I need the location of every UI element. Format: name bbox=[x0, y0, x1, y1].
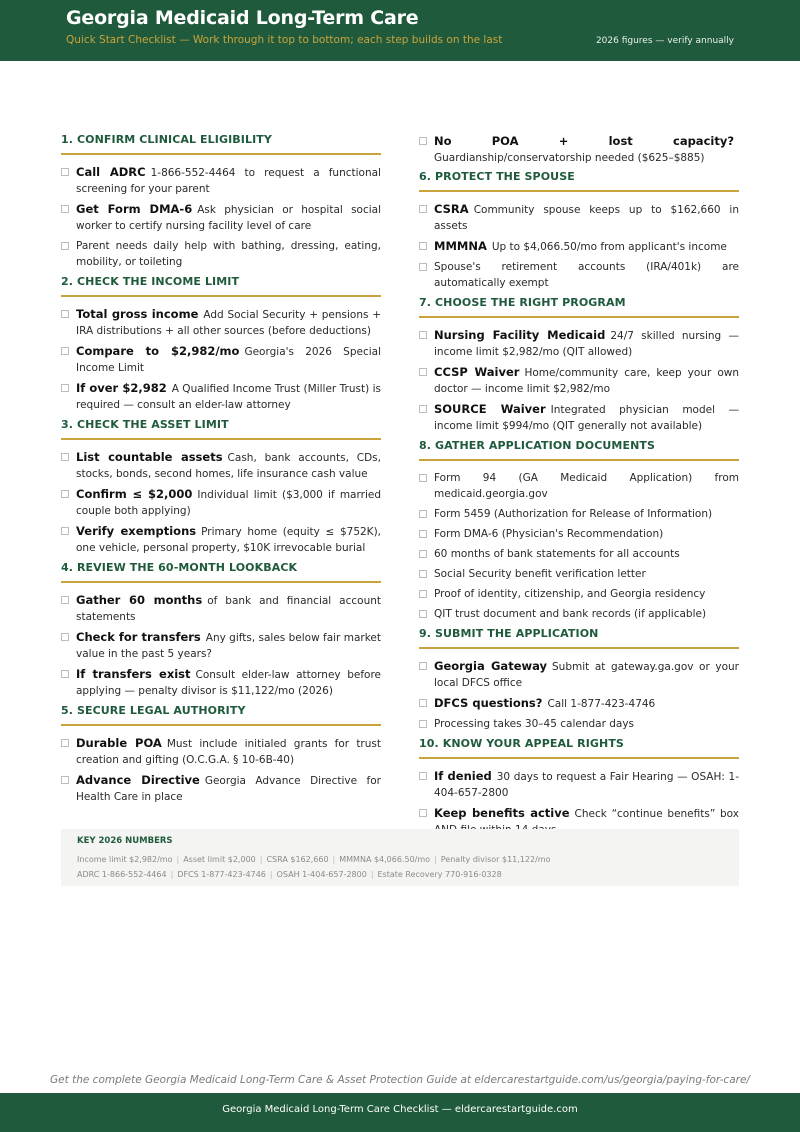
checkbox-icon[interactable] bbox=[419, 772, 427, 780]
item-heading: Get Form DMA-6 bbox=[76, 202, 193, 216]
checklist-section bbox=[419, 627, 739, 732]
left-column bbox=[61, 133, 381, 810]
checkbox-icon[interactable] bbox=[61, 347, 69, 355]
checklist-section bbox=[419, 439, 739, 622]
separator: | bbox=[170, 870, 174, 879]
item-text: 24/7 skilled nursing — income limit $2,982/mo (QIT allowed) bbox=[434, 330, 739, 358]
key-number: Asset limit $2,000 bbox=[183, 855, 256, 864]
checklist-item bbox=[61, 629, 381, 662]
section-title: 3. CHECK THE ASSET LIMIT bbox=[61, 418, 381, 440]
section-title: 7. CHOOSE THE RIGHT PROGRAM bbox=[419, 296, 739, 318]
key-numbers-line-1 bbox=[77, 852, 723, 867]
checkbox-icon[interactable] bbox=[419, 263, 427, 271]
item-heading: Total gross income bbox=[76, 307, 199, 321]
checklist-item bbox=[61, 201, 381, 234]
checkbox-icon[interactable] bbox=[419, 205, 427, 213]
page-subtitle: Quick Start Checklist — Work through it top to bottom; each step builds on the last bbox=[66, 34, 503, 46]
item-text: Social Security benefit verification letter bbox=[434, 568, 646, 580]
figures-year-tag: 2026 figures — verify annually bbox=[595, 36, 734, 46]
checklist-item bbox=[61, 343, 381, 376]
item-text: Check “continue benefits” box bbox=[574, 808, 739, 820]
item-heading: Verify exemptions bbox=[76, 524, 197, 538]
item-text: Form 5459 (Authorization for Release of Information) bbox=[434, 508, 713, 520]
separator: | bbox=[332, 855, 336, 864]
key-numbers-line-2 bbox=[77, 867, 723, 882]
section-title: 1. CONFIRM CLINICAL ELIGIBILITY bbox=[61, 133, 381, 155]
checkbox-icon[interactable] bbox=[419, 137, 427, 145]
section-title: 4. REVIEW THE 60-MONTH LOOKBACK bbox=[61, 561, 381, 583]
checklist-section bbox=[61, 133, 381, 270]
checklist-item bbox=[419, 546, 739, 562]
checklist-item bbox=[61, 164, 381, 197]
checkbox-icon[interactable] bbox=[61, 527, 69, 535]
item-text: 30 days to request a Fair Hearing — OSAH: 1-404-657-2800 bbox=[434, 771, 739, 799]
key-numbers-title: KEY 2026 NUMBERS bbox=[77, 836, 173, 846]
page-title: Georgia Medicaid Long-Term Care bbox=[66, 7, 419, 29]
item-heading: If transfers exist bbox=[76, 667, 191, 681]
separator: | bbox=[434, 855, 437, 864]
checkbox-icon[interactable] bbox=[61, 633, 69, 641]
checkbox-icon[interactable] bbox=[419, 405, 427, 413]
checkbox-icon[interactable] bbox=[61, 596, 69, 604]
checklist-item bbox=[61, 306, 381, 339]
checkbox-icon[interactable] bbox=[61, 453, 69, 461]
item-text: Guardianship/conservatorship needed ($625–$885) bbox=[434, 152, 705, 164]
item-heading: If over $2,982 bbox=[76, 381, 167, 395]
checklist-item bbox=[419, 201, 739, 234]
checklist-section bbox=[61, 418, 381, 556]
item-text: Submit at gateway.ga.gov or your local DFCS office bbox=[434, 661, 739, 689]
checkbox-icon[interactable] bbox=[419, 590, 427, 598]
checkbox-icon[interactable] bbox=[419, 474, 427, 482]
checklist-item bbox=[419, 401, 739, 434]
checklist-item bbox=[419, 327, 739, 360]
checkbox-icon[interactable] bbox=[61, 490, 69, 498]
section-title: 8. GATHER APPLICATION DOCUMENTS bbox=[419, 439, 739, 461]
checkbox-icon[interactable] bbox=[419, 570, 427, 578]
item-text: Individual limit ($3,000 if married couple both applying) bbox=[76, 489, 381, 517]
checkbox-icon[interactable] bbox=[419, 662, 427, 670]
key-number: CSRA $162,660 bbox=[266, 855, 329, 864]
checkbox-icon[interactable] bbox=[61, 168, 69, 176]
checklist-item bbox=[419, 658, 739, 691]
checklist-item bbox=[61, 238, 381, 270]
item-text: of bank and financial account statements bbox=[76, 595, 381, 623]
item-heading: Advance Directive bbox=[76, 773, 200, 787]
section-title: 5. SECURE LEGAL AUTHORITY bbox=[61, 704, 381, 726]
footer-text: Georgia Medicaid Long-Term Care Checklist — eldercarestartguide.com bbox=[222, 1104, 578, 1115]
checkbox-icon[interactable] bbox=[419, 720, 427, 728]
checklist-item bbox=[419, 364, 739, 397]
item-heading: List countable assets bbox=[76, 450, 223, 464]
checklist-item bbox=[419, 586, 739, 602]
checklist-item bbox=[419, 716, 739, 732]
item-text: Proof of identity, citizenship, and Georgia residency bbox=[434, 588, 706, 600]
key-number: Income limit $2,982/mo bbox=[77, 855, 173, 864]
key-number: Penalty divisor $11,122/mo bbox=[440, 855, 551, 864]
checklist-item bbox=[419, 470, 739, 502]
checkbox-icon[interactable] bbox=[61, 242, 69, 250]
checklist-item bbox=[61, 592, 381, 625]
item-text: Form DMA-6 (Physician's Recommendation) bbox=[434, 528, 664, 540]
checkbox-icon[interactable] bbox=[61, 310, 69, 318]
checkbox-icon[interactable] bbox=[419, 610, 427, 618]
checklist-section bbox=[61, 275, 381, 413]
checklist-item bbox=[419, 606, 739, 622]
separator: | bbox=[269, 870, 273, 879]
checklist-item bbox=[419, 768, 739, 801]
item-text: Cash, bank accounts, CDs, stocks, bonds, second homes, life insurance cash value bbox=[76, 452, 381, 480]
item-heading: CSRA bbox=[434, 202, 469, 216]
item-text: 1-866-552-4464 to request a functional screening for your parent bbox=[76, 167, 381, 195]
checkbox-icon[interactable] bbox=[419, 368, 427, 376]
item-heading: CCSP Waiver bbox=[434, 365, 520, 379]
item-heading: DFCS questions? bbox=[434, 696, 543, 710]
checklist-section bbox=[61, 561, 381, 699]
page-header bbox=[0, 0, 800, 61]
item-heading: Check for transfers bbox=[76, 630, 201, 644]
item-text: Primary home (equity ≤ $752K), one vehicle, personal property, $10K irrevocable burial bbox=[76, 526, 382, 554]
checklist-item bbox=[61, 772, 381, 805]
checkbox-icon[interactable] bbox=[419, 699, 427, 707]
checkbox-icon[interactable] bbox=[61, 739, 69, 747]
right-column bbox=[419, 133, 739, 843]
item-text: QIT trust document and bank records (if applicable) bbox=[434, 608, 707, 620]
item-text: Must include initialed grants for trust creation and gifting (O.C.G.A. § 10-6B-40) bbox=[76, 738, 381, 766]
item-text: Ask physician or hospital social worker to certify nursing facility level of care bbox=[76, 204, 381, 232]
item-heading: No POA + lost capacity? bbox=[434, 134, 734, 148]
checkbox-icon[interactable] bbox=[61, 205, 69, 213]
checklist-item bbox=[419, 566, 739, 582]
checklist-item bbox=[419, 238, 739, 255]
checklist-item bbox=[419, 695, 739, 712]
item-text: Any gifts, sales below fair market value in the past 5 years? bbox=[76, 632, 381, 660]
item-heading: Nursing Facility Medicaid bbox=[434, 328, 606, 342]
section-title: 6. PROTECT THE SPOUSE bbox=[419, 170, 739, 192]
checklist-section bbox=[61, 704, 381, 805]
checklist-item bbox=[61, 449, 381, 482]
item-text: Spouse's retirement accounts (IRA/401k) are automatically exempt bbox=[434, 261, 739, 289]
item-text: A Qualified Income Trust (Miller Trust) is required — consult an elder-law attorney bbox=[76, 383, 381, 411]
item-text: Form 94 (GA Medicaid Application) from medicaid.georgia.gov bbox=[434, 472, 739, 500]
checkbox-icon[interactable] bbox=[61, 670, 69, 678]
key-number: ADRC 1-866-552-4464 bbox=[77, 870, 167, 879]
item-heading: Durable POA bbox=[76, 736, 162, 750]
item-heading: MMMNA bbox=[434, 239, 487, 253]
item-heading: If denied bbox=[434, 769, 492, 783]
item-heading: Georgia Gateway bbox=[434, 659, 548, 673]
key-number: MMMNA $4,066.50/mo bbox=[339, 855, 431, 864]
checkbox-icon[interactable] bbox=[419, 510, 427, 518]
checkbox-icon[interactable] bbox=[61, 776, 69, 784]
item-text: Integrated physician model — income limit $994/mo (QIT generally not available) bbox=[434, 404, 739, 432]
item-text: Consult elder-law attorney before applying — penalty divisor is $11,122/mo (2026) bbox=[76, 669, 381, 697]
checklist-section bbox=[419, 170, 739, 291]
checklist-item bbox=[61, 486, 381, 519]
item-heading: Compare to $2,982/mo bbox=[76, 344, 240, 358]
item-heading: Gather 60 months bbox=[76, 593, 203, 607]
item-text: 60 months of bank statements for all accounts bbox=[434, 548, 680, 560]
checkbox-icon[interactable] bbox=[419, 242, 427, 250]
key-numbers-box bbox=[61, 829, 739, 886]
checklist-item bbox=[61, 523, 381, 556]
section-title: 9. SUBMIT THE APPLICATION bbox=[419, 627, 739, 649]
item-text: Processing takes 30–45 calendar days bbox=[434, 718, 635, 730]
checkbox-icon[interactable] bbox=[419, 331, 427, 339]
item-text: Georgia's 2026 Special Income Limit bbox=[76, 346, 381, 374]
item-text: Community spouse keeps up to $162,660 in assets bbox=[434, 204, 739, 232]
item-heading: Confirm ≤ $2,000 bbox=[76, 487, 193, 501]
checklist-section bbox=[419, 737, 739, 838]
checklist-item bbox=[419, 526, 739, 542]
item-heading: SOURCE Waiver bbox=[434, 402, 546, 416]
item-text: Parent needs daily help with bathing, dressing, eating, mobility, or toileting bbox=[76, 240, 381, 268]
separator: | bbox=[176, 855, 180, 864]
key-number: DFCS 1-877-423-4746 bbox=[177, 870, 266, 879]
key-number: OSAH 1-404-657-2800 bbox=[276, 870, 367, 879]
item-text: Up to $4,066.50/mo from applicant's income bbox=[491, 241, 727, 253]
checklist-item bbox=[419, 259, 739, 291]
checklist-item bbox=[61, 380, 381, 413]
item-text: Home/community care, keep your own doctor — income limit $2,982/mo bbox=[434, 367, 739, 395]
page-footer bbox=[0, 1093, 800, 1132]
checkbox-icon[interactable] bbox=[419, 530, 427, 538]
separator: | bbox=[370, 870, 374, 879]
checkbox-icon[interactable] bbox=[419, 550, 427, 558]
key-number: Estate Recovery 770-916-0328 bbox=[377, 870, 502, 879]
checkbox-icon[interactable] bbox=[61, 384, 69, 392]
checklist-item bbox=[61, 735, 381, 768]
checkbox-icon[interactable] bbox=[419, 809, 427, 817]
section-title: 2. CHECK THE INCOME LIMIT bbox=[61, 275, 381, 297]
item-heading: Call ADRC bbox=[76, 165, 146, 179]
item-text: Georgia Advance Directive for Health Care in place bbox=[76, 775, 381, 803]
section-title: 10. KNOW YOUR APPEAL RIGHTS bbox=[419, 737, 739, 759]
item-text: Add Social Security + pensions + IRA distributions + all other sources (before deductions) bbox=[76, 309, 381, 337]
checklist-item bbox=[419, 133, 739, 166]
item-heading: Keep benefits active bbox=[434, 806, 570, 820]
item-text: Call 1-877-423-4746 bbox=[547, 698, 656, 710]
separator: | bbox=[259, 855, 263, 864]
guide-footnote: Get the complete Georgia Medicaid Long-Term Care & Asset Protection Guide at eldercarestartguide.com/us/georgia/paying-for-care/ bbox=[50, 1074, 750, 1086]
checklist-item bbox=[61, 666, 381, 699]
checklist-section bbox=[419, 296, 739, 434]
checklist-item bbox=[419, 506, 739, 522]
